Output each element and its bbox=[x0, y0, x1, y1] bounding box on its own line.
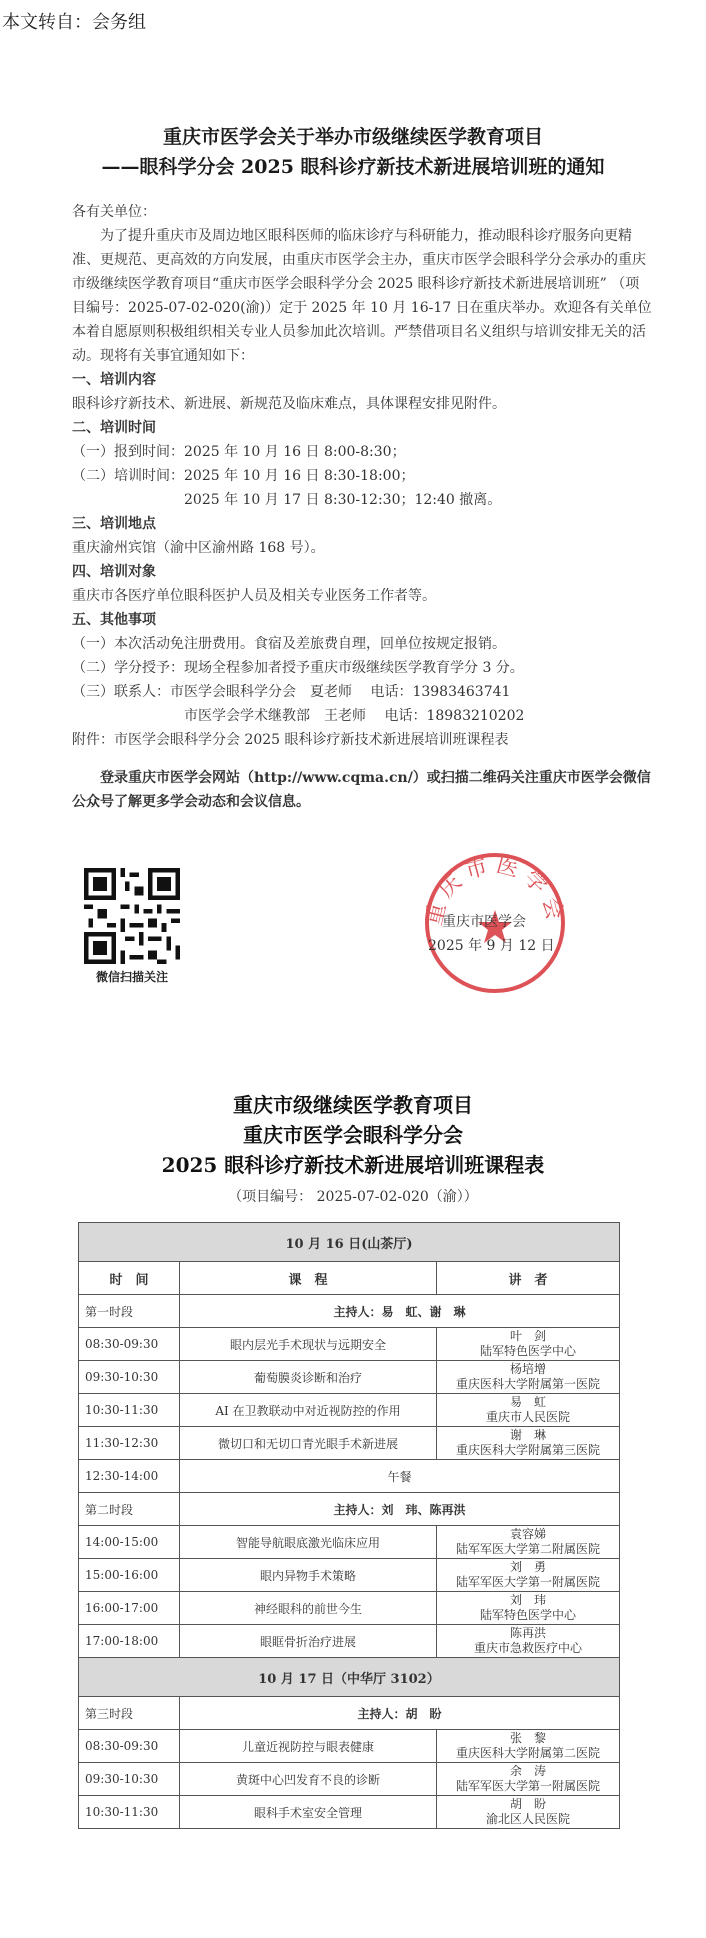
session-row bbox=[79, 1697, 620, 1730]
speaker-unit: 重庆医科大学附属第一医院 bbox=[455, 1377, 600, 1391]
qr-code-block[interactable] bbox=[84, 868, 184, 985]
row-topic: 葡萄膜炎诊断和治疗 bbox=[180, 1361, 437, 1394]
row-time: 17:00-18:00 bbox=[79, 1625, 180, 1658]
lunch-time: 12:30-14:00 bbox=[79, 1460, 180, 1493]
seal-text: 重庆市医学会 bbox=[421, 852, 569, 929]
row-time: 10:30-11:30 bbox=[79, 1796, 180, 1829]
speaker-name: 胡 盼 bbox=[509, 1797, 546, 1811]
section-5-heading: 五、其他事项 bbox=[72, 612, 156, 628]
table-row bbox=[79, 1328, 620, 1361]
speaker-unit: 陆军特色医学中心 bbox=[479, 1344, 576, 1358]
table-row bbox=[79, 1763, 620, 1796]
speaker-unit: 重庆医科大学附属第二医院 bbox=[455, 1746, 600, 1760]
row-topic: 眼内层光手术现状与远期安全 bbox=[180, 1328, 437, 1361]
section-2-line-3: 2025 年 10 月 17 日 8:30-12:30；12:40 撤离。 bbox=[184, 492, 502, 508]
speaker-unit: 陆军军医大学第一附属医院 bbox=[455, 1575, 600, 1589]
table-row bbox=[79, 1526, 620, 1559]
row-speaker bbox=[437, 1526, 620, 1559]
section-2-line-2: （二）培训时间：2025 年 10 月 16 日 8:30-18:00； bbox=[72, 468, 415, 484]
row-topic: 眼科手术室安全管理 bbox=[180, 1796, 437, 1829]
row-topic: 神经眼科的前世今生 bbox=[180, 1592, 437, 1625]
row-time: 09:30-10:30 bbox=[79, 1763, 180, 1796]
section-5-line-2: （二）学分授予：现场全程参加者授予重庆市级继续医学教育学分 3 分。 bbox=[72, 660, 524, 676]
schedule-table bbox=[78, 1222, 620, 1829]
intro-paragraph: 为了提升重庆市及周边地区眼科医师的临床诊疗与科研能力，推动眼科诊疗服务向更精准、更规范、更高效的方向发展，由重庆市医学会主办，重庆市医学会眼科学分会承办的重庆市级继续医学教育项目“重庆市医学会眼科学分会 2025 眼科诊疗新技术新进展培训班” （项目编号：2025-07-02-020(渝)）定于 2025 年 10 月 16-17 日在重庆举办。欢迎各有关单位本着自愿原则积极组织相关专业人员参加此次培训。严禁借项目名义组织与培训安排无关的活动。现将有关事宜通知如下： bbox=[72, 228, 652, 364]
row-speaker bbox=[437, 1394, 620, 1427]
notice-title-line1: 重庆市医学会关于举办市级继续医学教育项目 bbox=[162, 126, 543, 148]
col-header-time: 时 间 bbox=[79, 1262, 180, 1295]
row-time: 10:30-11:30 bbox=[79, 1394, 180, 1427]
table-row bbox=[79, 1796, 620, 1829]
speaker-unit: 陆军军医大学第二附属医院 bbox=[455, 1542, 600, 1556]
section-5-line-4: 市医学会学术继教部 王老师 电话：18983210202 bbox=[184, 708, 525, 724]
column-header-row bbox=[79, 1262, 620, 1295]
spacer bbox=[72, 752, 652, 766]
notice-body bbox=[72, 200, 652, 814]
row-time: 08:30-09:30 bbox=[79, 1328, 180, 1361]
table-row bbox=[79, 1394, 620, 1427]
row-topic: 眼眶骨折治疗进展 bbox=[180, 1625, 437, 1658]
session-row bbox=[79, 1493, 620, 1526]
table-row bbox=[79, 1427, 620, 1460]
row-speaker bbox=[437, 1625, 620, 1658]
row-time: 16:00-17:00 bbox=[79, 1592, 180, 1625]
session-host: 主持人：刘 玮、陈再洪 bbox=[180, 1493, 620, 1526]
section-4-text: 重庆市各医疗单位眼科医护人员及相关专业医务工作者等。 bbox=[72, 588, 436, 604]
speaker-name: 袁容娣 bbox=[509, 1527, 546, 1541]
promo-text: 登录重庆市医学会网站（http://www.cqma.cn/）或扫描二维码关注重庆市医学会微信公众号了解更多学会动态和会议信息。 bbox=[72, 770, 651, 810]
section-2-line-1: （一）报到时间：2025 年 10 月 16 日 8:00-8:30； bbox=[72, 444, 406, 460]
session-name: 第二时段 bbox=[79, 1493, 180, 1526]
row-time: 08:30-09:30 bbox=[79, 1730, 180, 1763]
section-3-text: 重庆渝州宾馆（渝中区渝州路 168 号）。 bbox=[72, 540, 325, 556]
col-header-speaker: 讲 者 bbox=[437, 1262, 620, 1295]
table-row bbox=[79, 1730, 620, 1763]
section-1-text: 眼科诊疗新技术、新进展、新规范及临床难点，具体课程安排见附件。 bbox=[72, 396, 506, 412]
section-4-heading: 四、培训对象 bbox=[72, 564, 156, 580]
day-2-header-row bbox=[79, 1658, 620, 1697]
qr-code-icon[interactable] bbox=[84, 868, 180, 964]
section-3-heading: 三、培训地点 bbox=[72, 516, 156, 532]
speaker-name: 余 涛 bbox=[509, 1764, 546, 1778]
salutation: 各有关单位： bbox=[72, 204, 156, 220]
speaker-unit: 渝北区人民医院 bbox=[485, 1812, 570, 1826]
row-topic: 儿童近视防控与眼表健康 bbox=[180, 1730, 437, 1763]
speaker-name: 叶 剑 bbox=[509, 1329, 546, 1343]
lunch-row bbox=[79, 1460, 620, 1493]
day-1-header-row bbox=[79, 1223, 620, 1262]
section-1-heading: 一、培训内容 bbox=[72, 372, 156, 388]
speaker-name: 杨培增 bbox=[509, 1362, 546, 1376]
row-time: 09:30-10:30 bbox=[79, 1361, 180, 1394]
day-1-header: 10 月 16 日(山茶厅) bbox=[79, 1223, 620, 1262]
source-attribution: 本文转自：会务组 bbox=[2, 12, 146, 33]
session-row bbox=[79, 1295, 620, 1328]
table-row bbox=[79, 1361, 620, 1394]
session-host: 主持人：易 虹、谢 琳 bbox=[180, 1295, 620, 1328]
speaker-name: 张 黎 bbox=[509, 1731, 546, 1745]
section-5-line-3: （三）联系人：市医学会眼科学分会 夏老师 电话：13983463741 bbox=[72, 684, 511, 700]
section-2-heading: 二、培训时间 bbox=[72, 420, 156, 436]
speaker-unit: 重庆医科大学附属第三医院 bbox=[455, 1443, 600, 1457]
speaker-unit: 重庆市人民医院 bbox=[485, 1410, 570, 1424]
schedule-title-line1: 重庆市级继续医学教育项目 bbox=[233, 1093, 473, 1117]
attachment-note: 附件：市医学会眼科学分会 2025 眼科诊疗新技术新进展培训班课程表 bbox=[72, 732, 509, 748]
table-row bbox=[79, 1625, 620, 1658]
lunch-label: 午餐 bbox=[180, 1460, 620, 1493]
row-time: 15:00-16:00 bbox=[79, 1559, 180, 1592]
qr-label: 微信扫描关注 bbox=[95, 970, 168, 984]
session-name: 第一时段 bbox=[79, 1295, 180, 1328]
speaker-name: 刘 勇 bbox=[509, 1560, 546, 1574]
row-speaker bbox=[437, 1796, 620, 1829]
row-speaker bbox=[437, 1730, 620, 1763]
sign-date: 2025 年 9 月 12 日 bbox=[428, 938, 555, 954]
row-speaker bbox=[437, 1592, 620, 1625]
section-5-line-1: （一）本次活动免注册费用。食宿及差旅费自理，回单位按规定报销。 bbox=[72, 636, 506, 652]
row-speaker bbox=[437, 1328, 620, 1361]
speaker-unit: 陆军特色医学中心 bbox=[479, 1608, 576, 1622]
schedule-project-code: （项目编号： 2025-07-02-020（渝）） bbox=[228, 1189, 478, 1205]
schedule-title-line3: 2025 眼科诊疗新技术新进展培训班课程表 bbox=[161, 1153, 545, 1177]
row-speaker bbox=[437, 1361, 620, 1394]
row-time: 14:00-15:00 bbox=[79, 1526, 180, 1559]
notice-title-line2: ——眼科学分会 2025 眼科诊疗新技术新进展培训班的通知 bbox=[101, 156, 605, 178]
speaker-name: 谢 琳 bbox=[509, 1428, 546, 1442]
day-2-header: 10 月 17 日（中华厅 3102） bbox=[79, 1658, 620, 1697]
row-topic: AI 在卫教联动中对近视防控的作用 bbox=[180, 1394, 437, 1427]
row-topic: 黄斑中心凹发育不良的诊断 bbox=[180, 1763, 437, 1796]
row-speaker bbox=[437, 1559, 620, 1592]
row-topic: 眼内异物手术策略 bbox=[180, 1559, 437, 1592]
col-header-topic: 课 程 bbox=[180, 1262, 437, 1295]
speaker-unit: 重庆市急救医疗中心 bbox=[473, 1641, 582, 1655]
table-row bbox=[79, 1559, 620, 1592]
speaker-name: 刘 玮 bbox=[509, 1593, 546, 1607]
row-time: 11:30-12:30 bbox=[79, 1427, 180, 1460]
session-name: 第三时段 bbox=[79, 1697, 180, 1730]
signature-block bbox=[428, 910, 555, 958]
session-host: 主持人：胡 盼 bbox=[180, 1697, 620, 1730]
row-speaker bbox=[437, 1763, 620, 1796]
speaker-name: 易 虹 bbox=[509, 1395, 546, 1409]
row-topic: 微切口和无切口青光眼手术新进展 bbox=[180, 1427, 437, 1460]
sign-org: 重庆市医学会 bbox=[442, 914, 526, 930]
speaker-unit: 陆军军医大学第一附属医院 bbox=[455, 1779, 600, 1793]
speaker-name: 陈再洪 bbox=[509, 1626, 546, 1640]
row-speaker bbox=[437, 1427, 620, 1460]
table-row bbox=[79, 1592, 620, 1625]
schedule-title-line2: 重庆市医学会眼科学分会 bbox=[243, 1123, 463, 1147]
row-topic: 智能导航眼底激光临床应用 bbox=[180, 1526, 437, 1559]
